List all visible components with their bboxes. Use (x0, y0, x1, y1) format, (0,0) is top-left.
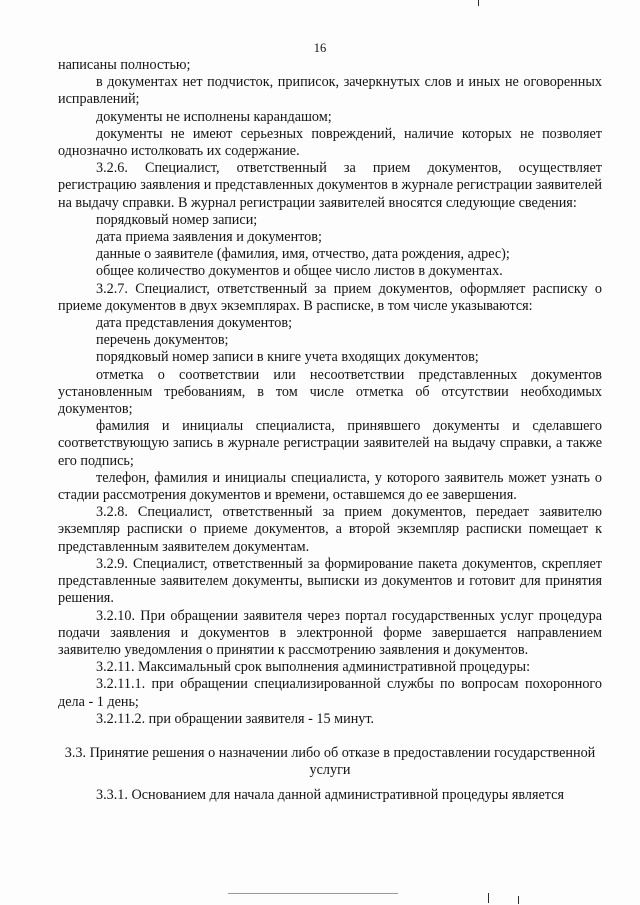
paragraph: 3.3.1. Основанием для начала данной административной процедуры является (96, 787, 565, 804)
paragraph: 3.2.11. Максимальный срок выполнения административной процедуры: (96, 659, 531, 676)
paragraph: фамилия и инициалы специалиста, принявшего документы и сделавшего соответствующую запись в журнале регистрации заявителей на выдачу справки, а также его подпись; (58, 418, 602, 469)
paragraph: порядковый номер записи в книге учета входящих документов; (96, 349, 479, 366)
document-body (58, 57, 602, 805)
paragraph: документы не исполнены карандашом; (96, 108, 332, 125)
page-number: 16 (313, 41, 327, 55)
paragraph: в документах нет подчисток, приписок, зачеркнутых слов и иных не оговоренных исправлений; (58, 74, 602, 108)
paragraph: дата приема заявления и документов; (96, 229, 322, 246)
paragraph: 3.2.6. Специалист, ответственный за прием документов, осуществляет регистрацию заявления и представленных документов в журнале регистрации заявителей на выдачу справки. В журнал регистрации заявителей вносятся следующие сведения: (58, 160, 602, 211)
paragraph: данные о заявителе (фамилия, имя, отчество, дата рождения, адрес); (96, 246, 510, 263)
scan-artifact (478, 0, 479, 6)
paragraph: 3.2.11.2. при обращении заявителя - 15 минут. (96, 710, 375, 727)
section-heading: 3.3. Принятие решения о назначении либо об отказе в предоставлении государственной услуги (64, 744, 596, 779)
paragraph: 3.2.7. Специалист, ответственный за прием документов, оформляет расписку о приеме документов в двух экземплярах. В расписке, в том числе указываются: (58, 280, 602, 314)
paragraph: 3.2.8. Специалист, ответственный за прием документов, передает заявителю экземпляр расписки о приеме документов, а второй экземпляр расписки помещает к представленным заявителем документам. (58, 504, 602, 555)
paragraph: написаны полностью; (58, 57, 191, 73)
paragraph: 3.2.10. При обращении заявителя через портал государственных услуг процедура подачи заявления и документов в электронной форме завершается направлением заявителю уведомления о принятии к рассмотрению заявления и документов. (58, 607, 602, 658)
scan-artifact (518, 896, 519, 904)
paragraph: перечень документов; (96, 332, 229, 349)
scan-artifact (228, 893, 398, 894)
scan-artifact (488, 893, 489, 903)
paragraph: порядковый номер записи; (96, 211, 258, 228)
paragraph: отметка о соответствии или несоответствии представленных документов установленным требованиям, в том числе отметка об отсутствии необходимых документов; (58, 366, 602, 418)
paragraph: 3.2.11.1. при обращении специализированной службы по вопросам похоронного дела - 1 день; (58, 676, 602, 710)
paragraph: дата представления документов; (96, 315, 293, 332)
paragraph: общее количество документов и общее число листов в документах. (96, 263, 503, 280)
paragraph: документы не имеют серьезных повреждений, наличие которых не позволяет однозначно истолковать их содержание. (58, 125, 602, 160)
paragraph: 3.2.9. Специалист, ответственный за формирование пакета документов, скрепляет представленные заявителем документы, выписки из документов и готовит для принятия решения. (58, 555, 602, 607)
paragraph: телефон, фамилия и инициалы специалиста, у которого заявитель может узнать о стадии рассмотрения документов и времени, оставшемся до ее завершения. (58, 469, 602, 504)
